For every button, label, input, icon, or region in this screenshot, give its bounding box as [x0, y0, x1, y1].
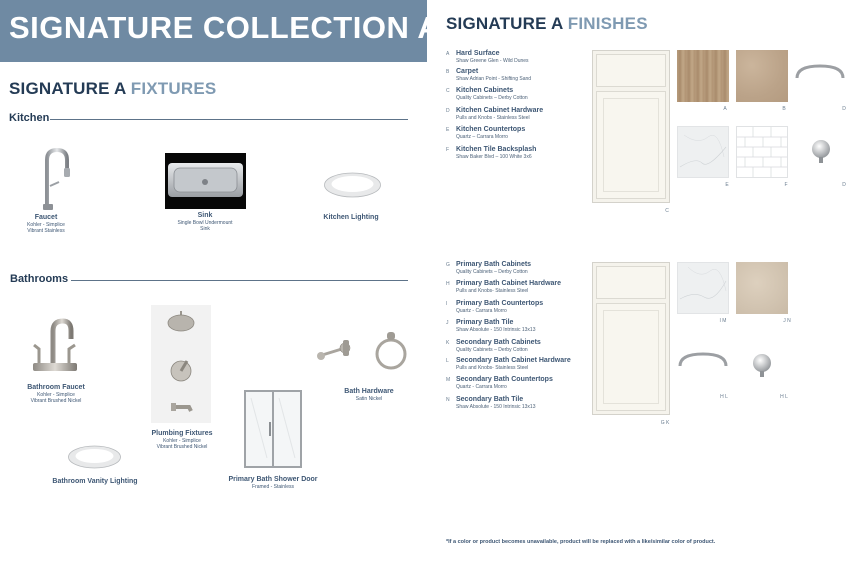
- finish-name: Secondary Bath Countertops: [456, 376, 553, 383]
- kitchen-lighting-image: [323, 171, 382, 199]
- disclaimer-note: *If a color or product becomes unavailable, product will be replaced with a like/similar color of product.: [446, 539, 716, 545]
- cabinet-door: [596, 91, 666, 199]
- finish-letter: A: [446, 51, 450, 57]
- finish-name: Kitchen Cabinets: [456, 87, 514, 94]
- finish-letter: M: [446, 377, 451, 383]
- finish-name: Kitchen Countertops: [456, 126, 526, 133]
- kitchen-faucet-detail-2: Vibrant Stainless: [27, 228, 65, 234]
- plumbing-fixtures-image: [151, 305, 211, 423]
- finish-name: Primary Bath Tile: [456, 319, 514, 326]
- shower-door-name: Primary Bath Shower Door: [228, 476, 318, 483]
- swatch-label: E: [725, 182, 729, 188]
- bathroom-faucet-image: [31, 317, 79, 374]
- finish-detail: Quality Cabinets – Derby Cotton: [456, 347, 528, 353]
- swatch-label: B: [782, 106, 786, 112]
- bath-cabinet-pull-swatch: [677, 350, 729, 370]
- finish-detail: Shaw Absolute - 150 Intrinsic 13x13: [456, 404, 536, 410]
- cabinet-pull-swatch: [794, 62, 846, 82]
- kitchen-divider: [50, 119, 408, 120]
- finish-name: Hard Surface: [456, 50, 500, 57]
- finish-letter: N: [446, 397, 450, 403]
- kitchen-section-label: Kitchen: [9, 112, 50, 124]
- finish-name: Primary Bath Cabinet Hardware: [456, 280, 562, 287]
- finish-row: [446, 107, 596, 126]
- finish-detail: Pulls and Knobs - Stainless Steel: [456, 115, 530, 121]
- finish-detail: Quality Cabinets – Derby Cotton: [456, 95, 528, 101]
- bath-cabinet-knob-swatch: [750, 352, 774, 378]
- kitchen-faucet-name: Faucet: [34, 214, 58, 221]
- finish-row: [446, 50, 596, 69]
- finish-letter: D: [446, 108, 450, 114]
- finish-row: [446, 357, 596, 376]
- finish-letter: C: [446, 88, 450, 94]
- finish-detail: Quality Cabinets – Derby Cotton: [456, 269, 528, 275]
- finish-detail: Pulls and Knobs- Stainless Steel: [456, 365, 529, 371]
- finish-name: Primary Bath Countertops: [456, 300, 544, 307]
- collection-title: SIGNATURE COLLECTION A: [9, 10, 441, 45]
- kitchen-sink-detail-2: Sink: [200, 226, 210, 232]
- finish-letter: H: [446, 281, 450, 287]
- bathrooms-section-label: Bathrooms: [10, 273, 69, 285]
- finish-row: [446, 376, 596, 395]
- finish-row: [446, 300, 596, 319]
- bath-hardware-image: [315, 330, 409, 376]
- finish-letter: L: [446, 358, 449, 364]
- finish-letter: G: [446, 262, 450, 268]
- hard-surface-wood-swatch: [677, 50, 729, 102]
- finish-name: Secondary Bath Tile: [456, 396, 524, 403]
- finish-row: [446, 146, 596, 165]
- finish-row: [446, 339, 596, 358]
- bath-tile-swatch: [736, 262, 788, 314]
- kitchen-lighting-name: Kitchen Lighting: [323, 214, 379, 221]
- swatch-label: H L: [720, 394, 728, 400]
- finish-detail: Pulls and Knobs- Stainless Steel: [456, 288, 529, 294]
- finish-row: [446, 87, 596, 106]
- swatch-label: A: [723, 106, 727, 112]
- finish-name: Secondary Bath Cabinets: [456, 339, 541, 346]
- plumbing-fixtures-name: Plumbing Fixtures: [151, 430, 213, 437]
- finish-detail: Quartz - Carrara Morro: [456, 308, 507, 314]
- finish-detail: Shaw Baker Blvd – 100 White 3x6: [456, 154, 532, 160]
- plumbing-fixtures-detail-1: Kohler - Simplice: [163, 438, 201, 444]
- finish-name: Kitchen Tile Backsplash: [456, 146, 537, 153]
- finish-row: [446, 126, 596, 145]
- kitchen-sink-image: [165, 153, 246, 209]
- finish-name: Secondary Bath Cabinet Hardware: [456, 357, 571, 364]
- swatch-label: G K: [660, 420, 670, 426]
- finish-detail: Shaw Greene Glen - Wild Dunes: [456, 58, 529, 64]
- finish-letter: B: [446, 69, 450, 75]
- bathroom-faucet-detail-1: Kohler - Simplice: [37, 392, 75, 398]
- bathroom-vanity-lighting-image: [67, 444, 122, 470]
- finishes-title: SIGNATURE A FINISHES: [446, 14, 648, 33]
- finish-letter: J: [446, 320, 449, 326]
- swatch-label: C: [665, 208, 669, 214]
- swatch-label: I M: [719, 318, 727, 324]
- finish-detail: Shaw Adrian Point - Shifting Sand: [456, 76, 532, 82]
- swatch-label: H L: [780, 394, 788, 400]
- cabinet-knob-swatch: [809, 138, 833, 164]
- finish-detail: Quartz – Carrara Morro: [456, 134, 508, 140]
- plumbing-fixtures-detail-2: Vibrant Brushed Nickel: [156, 444, 208, 450]
- carpet-swatch: [736, 50, 788, 102]
- bathrooms-divider: [71, 280, 408, 281]
- kitchen-countertop-swatch: [677, 126, 729, 178]
- shower-door-detail-1: Framed - Stainless: [252, 484, 294, 490]
- swatch-label: F: [784, 182, 788, 188]
- finish-row: [446, 396, 596, 415]
- finish-letter: K: [446, 340, 450, 346]
- finish-letter: I: [446, 301, 448, 307]
- finish-letter: E: [446, 127, 450, 133]
- finish-name: Kitchen Cabinet Hardware: [456, 107, 544, 114]
- backsplash-tile-swatch: [736, 126, 788, 178]
- finish-row: [446, 280, 596, 299]
- kitchen-sink-name: Sink: [197, 212, 213, 219]
- bath-cabinet-swatch: [592, 262, 670, 415]
- kitchen-cabinet-swatch: [592, 50, 670, 203]
- finish-name: Primary Bath Cabinets: [456, 261, 532, 268]
- bathroom-faucet-detail-2: Vibrant Brushed Nickel: [30, 398, 82, 404]
- bath-countertop-swatch: [677, 262, 729, 314]
- finish-row: [446, 319, 596, 338]
- cabinet-drawer: [596, 54, 666, 87]
- finish-row: [446, 68, 596, 87]
- cabinet-door: [596, 303, 666, 411]
- swatch-label: J N: [783, 318, 791, 324]
- finish-detail: Shaw Absolute - 150 Intrinsic 13x13: [456, 327, 536, 333]
- bath-hardware-name: Bath Hardware: [344, 388, 394, 395]
- kitchen-faucet-detail-1: Kohler - Simplice: [27, 222, 65, 228]
- finish-detail: Quartz - Carrara Morro: [456, 384, 507, 390]
- fixtures-title: SIGNATURE A FIXTURES: [9, 79, 217, 98]
- swatch-label: D: [842, 182, 846, 188]
- finish-row: [446, 261, 596, 280]
- bathroom-faucet-name: Bathroom Faucet: [27, 384, 85, 391]
- finish-name: Carpet: [456, 68, 479, 75]
- shower-door-image: [243, 388, 303, 470]
- kitchen-faucet-image: [33, 146, 73, 212]
- cabinet-drawer: [596, 266, 666, 299]
- bath-hardware-detail-1: Satin Nickel: [355, 396, 383, 402]
- swatch-label: D: [842, 106, 846, 112]
- bathroom-vanity-lighting-name: Bathroom Vanity Lighting: [52, 478, 138, 485]
- finish-letter: F: [446, 147, 450, 153]
- kitchen-sink-detail-1: Single Bowl Undermount: [177, 220, 233, 226]
